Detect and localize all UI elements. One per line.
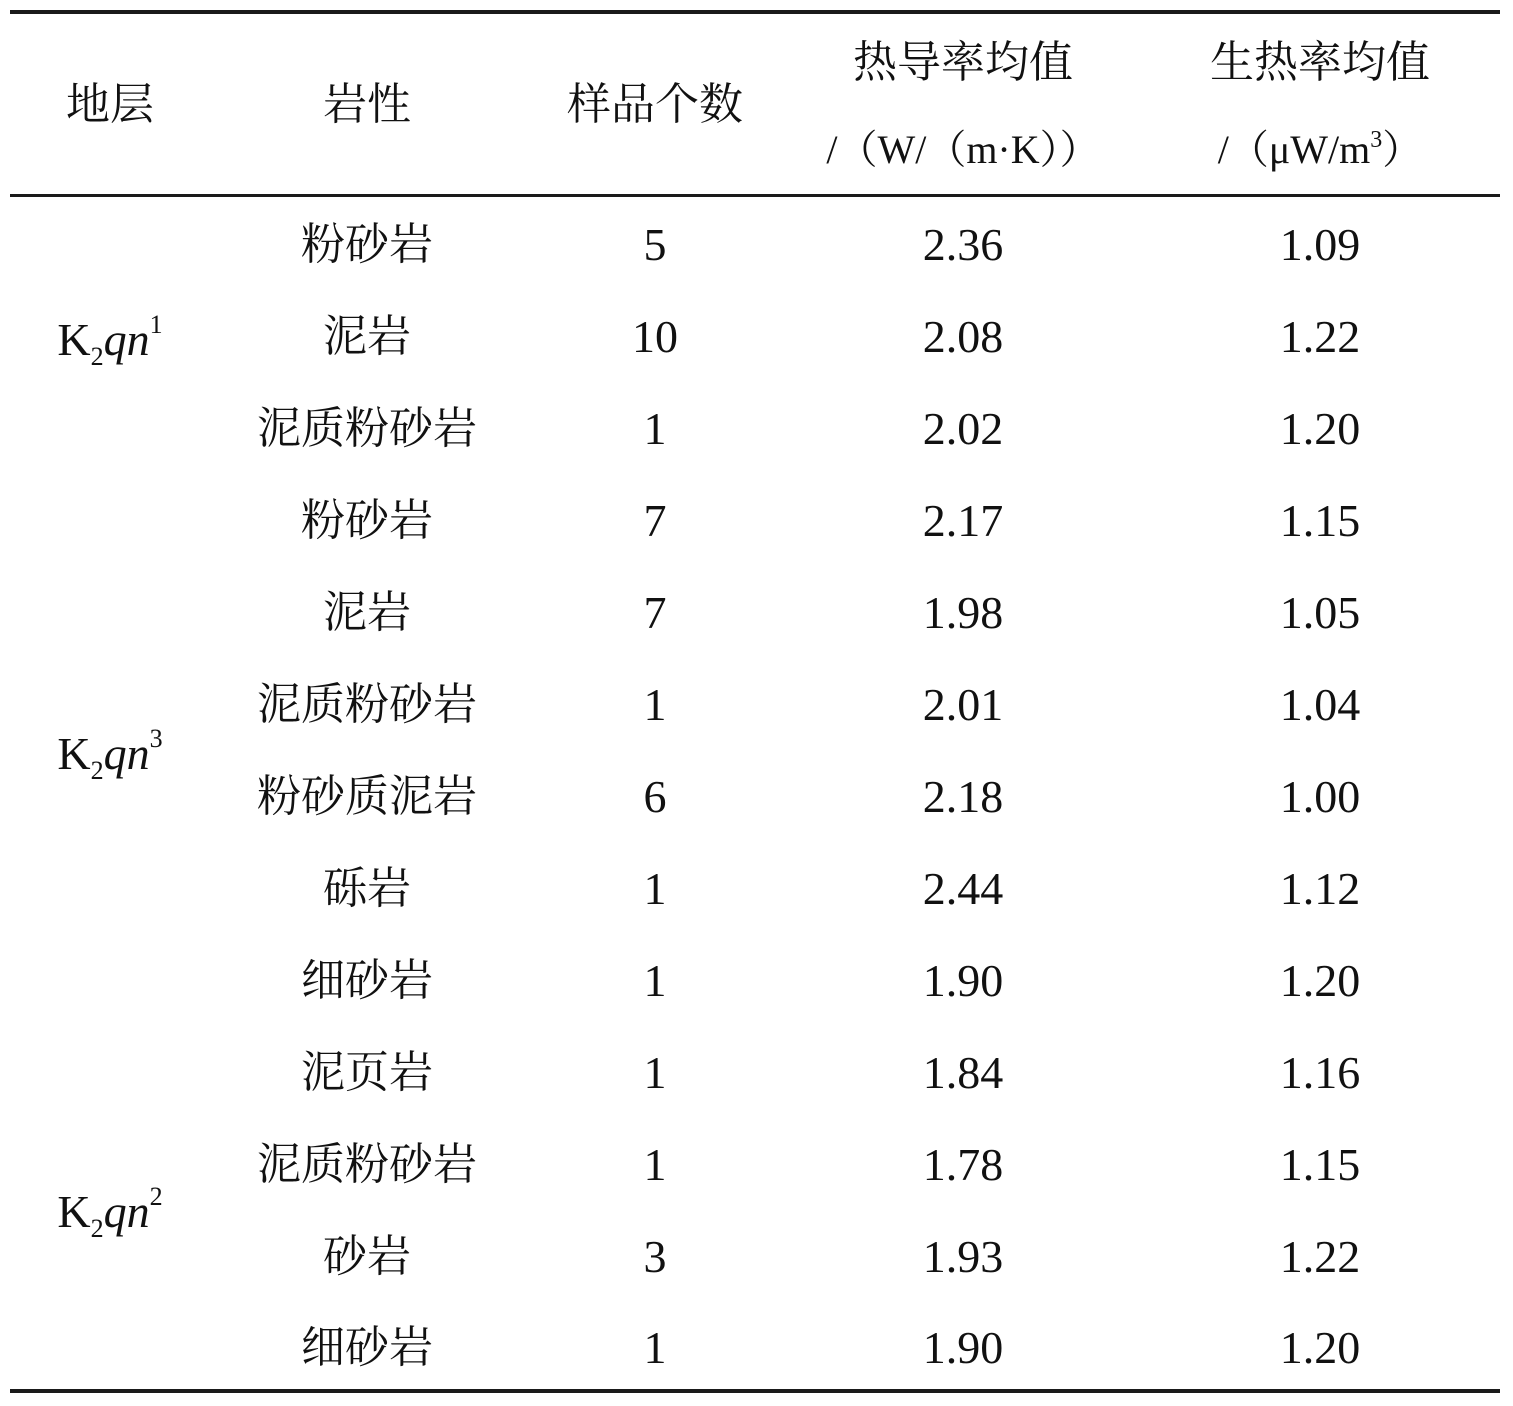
cell-lithology: 砾岩 bbox=[323, 863, 411, 914]
cell-conductivity: 2.18 bbox=[922, 771, 1004, 822]
cell-lithology: 粉砂岩 bbox=[301, 219, 433, 270]
cell-lithology: 泥岩 bbox=[323, 587, 411, 638]
cell-lithology: 泥质粉砂岩 bbox=[257, 1139, 477, 1190]
cell-count: 10 bbox=[632, 311, 678, 362]
cell-lithology: 粉砂岩 bbox=[301, 495, 433, 546]
header-conductivity-unit: /（W/（m·K）） bbox=[826, 127, 1100, 172]
header-lithology: 岩性 bbox=[323, 79, 411, 130]
header-conductivity-label: 热导率均值 bbox=[853, 37, 1073, 88]
stratum-label bbox=[57, 1182, 163, 1243]
cell-count: 1 bbox=[643, 679, 667, 730]
cell-count: 1 bbox=[643, 1322, 667, 1373]
cell-lithology: 砂岩 bbox=[323, 1231, 411, 1282]
stratum-sup: 3 bbox=[149, 724, 163, 753]
header-stratum: 地层 bbox=[66, 79, 154, 130]
stratum-base: K bbox=[57, 1186, 91, 1237]
cell-heat: 1.20 bbox=[1279, 403, 1361, 454]
cell-heat: 1.00 bbox=[1279, 771, 1361, 822]
cell-conductivity: 2.44 bbox=[922, 863, 1004, 914]
cell-conductivity: 1.78 bbox=[922, 1139, 1004, 1190]
cell-heat: 1.16 bbox=[1279, 1047, 1361, 1098]
cell-conductivity: 1.93 bbox=[922, 1231, 1004, 1282]
stratum-base: K bbox=[57, 314, 91, 365]
cell-lithology: 粉砂质泥岩 bbox=[257, 771, 477, 822]
cell-heat: 1.05 bbox=[1279, 587, 1361, 638]
stratum-italic: qn bbox=[103, 728, 150, 779]
cell-heat: 1.04 bbox=[1279, 679, 1361, 730]
cell-lithology: 细砂岩 bbox=[301, 1322, 433, 1373]
cell-lithology: 泥质粉砂岩 bbox=[257, 403, 477, 454]
cell-count: 7 bbox=[643, 495, 667, 546]
header-sample-count: 样品个数 bbox=[567, 79, 743, 130]
cell-heat: 1.09 bbox=[1279, 219, 1361, 270]
stratum-italic: qn bbox=[103, 1186, 150, 1237]
cell-conductivity: 2.02 bbox=[922, 403, 1004, 454]
stratum-base: K bbox=[57, 728, 91, 779]
cell-lithology: 细砂岩 bbox=[301, 955, 433, 1006]
stratum-sub: 2 bbox=[90, 756, 104, 785]
cell-lithology: 泥质粉砂岩 bbox=[257, 679, 477, 730]
heat-unit-suffix: ） bbox=[1382, 127, 1423, 172]
cell-heat: 1.22 bbox=[1279, 311, 1361, 362]
cell-heat: 1.12 bbox=[1279, 863, 1361, 914]
cell-count: 3 bbox=[643, 1231, 667, 1282]
cell-conductivity: 2.08 bbox=[922, 311, 1004, 362]
heat-unit-prefix: /（μW/m bbox=[1217, 127, 1371, 172]
cell-conductivity: 2.17 bbox=[922, 495, 1004, 546]
stratum-label bbox=[57, 310, 163, 371]
cell-heat: 1.20 bbox=[1279, 955, 1361, 1006]
top-rule bbox=[10, 10, 1500, 14]
stratum-sup: 2 bbox=[149, 1182, 163, 1211]
stratum-sub: 2 bbox=[90, 1214, 104, 1243]
header-rule bbox=[10, 194, 1500, 197]
cell-lithology: 泥页岩 bbox=[301, 1047, 433, 1098]
cell-conductivity: 1.98 bbox=[922, 587, 1004, 638]
stratum-sup: 1 bbox=[149, 310, 163, 339]
cell-count: 7 bbox=[643, 587, 667, 638]
cell-heat: 1.15 bbox=[1279, 495, 1361, 546]
header-heat-unit bbox=[1217, 127, 1423, 172]
bottom-rule bbox=[10, 1389, 1500, 1393]
cell-count: 1 bbox=[643, 863, 667, 914]
cell-conductivity: 1.90 bbox=[922, 1322, 1004, 1373]
stratum-sub: 2 bbox=[90, 342, 104, 371]
cell-count: 1 bbox=[643, 1139, 667, 1190]
cell-heat: 1.20 bbox=[1279, 1322, 1361, 1373]
cell-count: 6 bbox=[643, 771, 667, 822]
cell-count: 1 bbox=[643, 403, 667, 454]
stratum-label bbox=[57, 724, 163, 785]
stratum-italic: qn bbox=[103, 314, 150, 365]
cell-heat: 1.15 bbox=[1279, 1139, 1361, 1190]
cell-count: 1 bbox=[643, 955, 667, 1006]
cell-count: 1 bbox=[643, 1047, 667, 1098]
cell-count: 5 bbox=[643, 219, 667, 270]
heat-unit-exponent: 3 bbox=[1370, 127, 1383, 153]
cell-lithology: 泥岩 bbox=[323, 311, 411, 362]
header-heat-label: 生热率均值 bbox=[1210, 37, 1430, 88]
cell-conductivity: 2.01 bbox=[922, 679, 1004, 730]
cell-conductivity: 2.36 bbox=[922, 219, 1004, 270]
cell-conductivity: 1.90 bbox=[922, 955, 1004, 1006]
cell-conductivity: 1.84 bbox=[922, 1047, 1004, 1098]
cell-heat: 1.22 bbox=[1279, 1231, 1361, 1282]
